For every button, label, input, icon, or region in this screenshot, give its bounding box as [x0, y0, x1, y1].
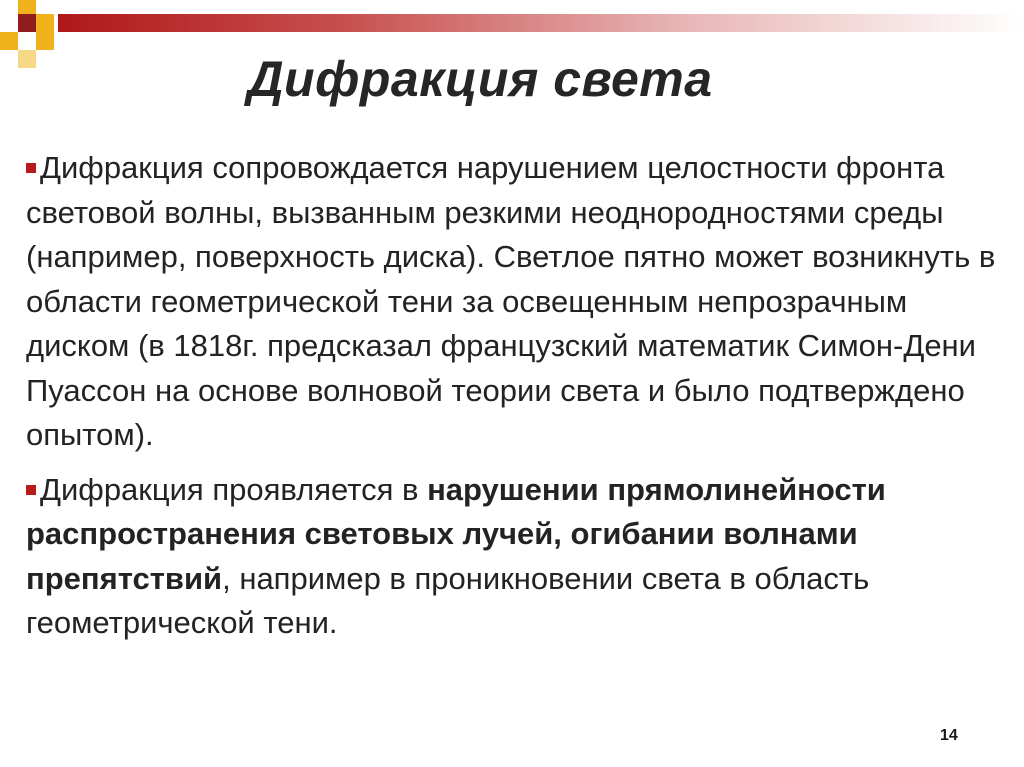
square-bullet-icon: [26, 485, 36, 495]
decor-square: [18, 14, 36, 32]
square-bullet-icon: [26, 163, 36, 173]
bullet-text-normal: Дифракция проявляется в: [40, 471, 428, 507]
slide-content: [26, 146, 1016, 656]
bullet-text: Дифракция сопровождается нарушением целостности фронта световой волны, вызванным резкими неоднородностями среды (например, поверхность диска). Светлое пятно может возникнуть в области геометрической тени за освещенным непрозрачным диском (в 1818г. предсказал французский математик Симон-Дени Пуассон на основе волновой теории света и было подтверждено опытом).: [26, 150, 996, 452]
bullet-item-1: [26, 146, 1016, 458]
header-gradient-band: [58, 14, 1024, 32]
bullet-text-normal: , например в проникновении света в область геометрической тени.: [26, 560, 870, 640]
page-number: 14: [940, 727, 958, 744]
decor-square: [0, 32, 18, 50]
slide-title: Дифракция света: [247, 51, 713, 107]
bullet-item-2: [26, 468, 1016, 646]
decor-square: [36, 32, 54, 50]
decor-square: [36, 14, 54, 32]
bullet-text-bold: нарушении прямолинейности распространения световых лучей, огибании волнами препятствий: [26, 471, 886, 596]
